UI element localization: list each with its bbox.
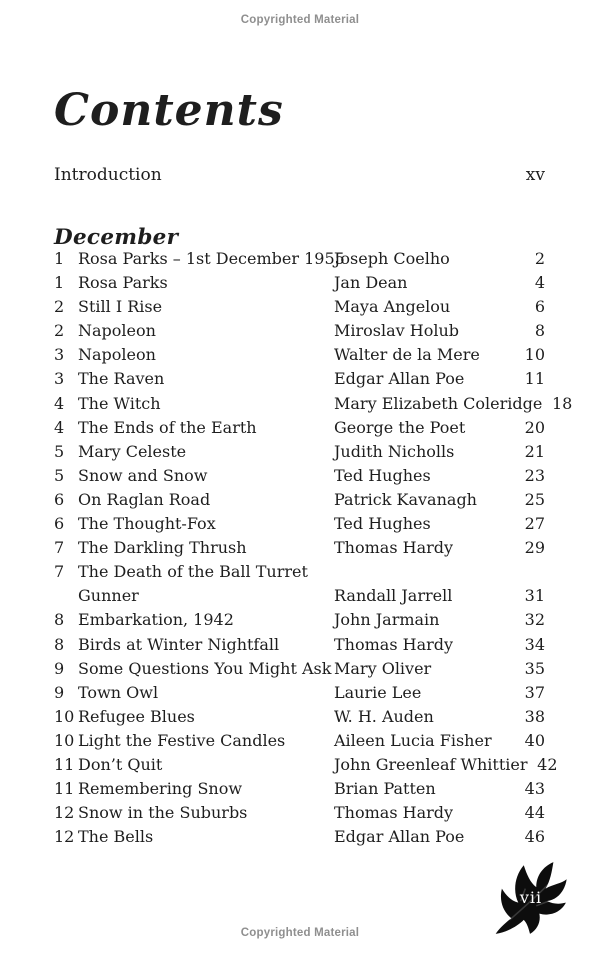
poem-title: Some Questions You Might Ask — [78, 658, 332, 678]
day-number: 8 — [54, 610, 65, 630]
page-number: 11 — [524, 369, 545, 389]
poem-title: The Raven — [78, 369, 165, 389]
poem-author: Miroslav Holub — [334, 321, 460, 341]
poem-author: Joseph Coelho — [334, 249, 450, 268]
day-number: 6 — [54, 514, 65, 534]
toc-row — [54, 319, 545, 343]
toc-row — [54, 367, 545, 391]
toc-row — [54, 681, 545, 705]
day-number: 11 — [54, 754, 75, 774]
poem-author: George the Poet — [334, 417, 466, 437]
page-number: 25 — [524, 489, 545, 509]
day-number: 11 — [54, 779, 75, 799]
page-number: 32 — [524, 610, 545, 630]
day-number: 6 — [54, 489, 65, 509]
poem-author: Aileen Lucia Fisher — [334, 730, 492, 750]
page-number: 43 — [524, 779, 545, 799]
page-number: 2 — [534, 249, 545, 268]
poem-author: Thomas Hardy — [334, 634, 454, 654]
poem-title: On Raglan Road — [78, 489, 211, 509]
day-number: 9 — [54, 658, 65, 678]
poem-author: John Jarmain — [334, 610, 440, 630]
page-number: 6 — [534, 297, 545, 317]
poem-title: Napoleon — [78, 345, 156, 365]
page-number: 21 — [524, 441, 545, 461]
toc-row — [54, 440, 545, 464]
poem-author: Thomas Hardy — [334, 803, 454, 823]
page-number: 46 — [524, 827, 545, 847]
toc-row — [54, 343, 545, 367]
poem-title: Refugee Blues — [78, 706, 195, 726]
poem-author: Randall Jarrell — [334, 586, 453, 606]
poem-author: Ted Hughes — [334, 465, 431, 485]
page-number: 40 — [524, 730, 545, 750]
toc-row — [54, 633, 545, 657]
day-number: 1 — [54, 273, 65, 293]
introduction-row — [54, 165, 545, 185]
toc-row — [54, 657, 545, 681]
poem-author: Patrick Kavanagh — [334, 489, 477, 509]
toc-row — [54, 392, 573, 416]
toc-row — [54, 271, 545, 295]
day-number: 8 — [54, 634, 65, 654]
day-number: 10 — [54, 706, 75, 726]
day-number — [54, 584, 78, 608]
poem-author: Jan Dean — [334, 273, 408, 293]
toc-row — [54, 295, 545, 319]
poem-title: The Ends of the Earth — [78, 417, 257, 437]
toc-row — [54, 777, 545, 801]
day-number: 4 — [54, 417, 65, 437]
poem-title: Rosa Parks — [78, 273, 168, 293]
poem-author: Brian Patten — [334, 779, 436, 799]
poem-title: The Death of the Ball Turret — [78, 562, 308, 582]
poem-title: The Thought-Fox — [78, 514, 216, 534]
page-number: 27 — [524, 514, 545, 534]
poem-author: Mary Oliver — [334, 658, 432, 678]
day-number: 2 — [54, 321, 65, 341]
toc-row — [54, 729, 545, 753]
section-heading-december: December — [54, 224, 179, 250]
poem-title: Napoleon — [78, 321, 156, 341]
page-number: 20 — [524, 417, 545, 437]
poem-author: Ted Hughes — [334, 514, 431, 534]
page-number: 18 — [551, 393, 573, 413]
poem-author: Edgar Allan Poe — [334, 827, 465, 847]
poem-title: Town Owl — [78, 682, 159, 702]
day-number: 4 — [54, 393, 65, 413]
poem-title: The Darkling Thrush — [78, 538, 247, 558]
poem-author: Walter de la Mere — [334, 345, 480, 365]
toc-row — [54, 536, 545, 560]
poem-author: Judith Nicholls — [334, 441, 455, 461]
poem-title: Light the Festive Candles — [78, 730, 286, 750]
page-number: 44 — [524, 803, 545, 823]
page-number: 8 — [534, 321, 545, 341]
poem-title: Mary Celeste — [78, 441, 187, 461]
poem-title: Snow and Snow — [78, 465, 208, 485]
toc-row — [54, 705, 545, 729]
day-number: 12 — [54, 827, 75, 847]
poem-author: Laurie Lee — [334, 682, 422, 702]
page-number: 10 — [524, 345, 545, 365]
poem-title: Rosa Parks – 1st December 1955 — [78, 249, 345, 268]
poem-title: The Witch — [78, 393, 161, 413]
toc-row — [54, 416, 545, 440]
poem-author: W. H. Auden — [334, 706, 434, 726]
poem-title: Remembering Snow — [78, 779, 243, 799]
page-number: 31 — [524, 586, 545, 606]
poem-title: Birds at Winter Nightfall — [78, 634, 280, 654]
day-number: 5 — [54, 441, 65, 461]
day-number: 10 — [54, 730, 75, 750]
page-title: Contents — [54, 85, 284, 137]
day-number: 1 — [54, 249, 65, 268]
introduction-page-number: xv — [525, 165, 545, 185]
copyright-watermark-bottom: Copyrighted Material — [240, 927, 360, 939]
poem-title: The Bells — [78, 827, 154, 847]
toc-row — [54, 560, 545, 584]
day-number: 3 — [54, 345, 65, 365]
page-number: 23 — [524, 465, 545, 485]
poem-title: Snow in the Suburbs — [78, 803, 248, 823]
day-number: 5 — [54, 465, 65, 485]
poem-author: Mary Elizabeth Coleridge — [334, 393, 543, 413]
toc-row — [54, 464, 545, 488]
toc-row — [54, 753, 558, 777]
page-number: 42 — [537, 754, 558, 774]
toc-row — [54, 801, 545, 825]
copyright-watermark-top: Copyrighted Material — [240, 14, 360, 26]
poem-title: Embarkation, 1942 — [78, 610, 234, 630]
folio-page-number: vii — [519, 888, 543, 907]
page-number: 34 — [524, 634, 545, 654]
toc-row — [54, 584, 545, 608]
toc-row — [54, 825, 545, 849]
toc-row — [54, 247, 545, 271]
day-number: 7 — [54, 562, 65, 582]
page-number: 29 — [524, 538, 545, 558]
page-number: 35 — [524, 658, 545, 678]
poem-author: Edgar Allan Poe — [334, 369, 465, 389]
toc-row — [54, 512, 545, 536]
poem-title: Still I Rise — [78, 297, 163, 317]
poem-title: Don’t Quit — [78, 754, 163, 774]
poem-author — [334, 560, 515, 584]
day-number: 12 — [54, 803, 75, 823]
page-number: 4 — [534, 273, 545, 293]
toc-rows — [54, 247, 573, 849]
page-number: 37 — [524, 682, 545, 702]
poem-author: Thomas Hardy — [334, 538, 454, 558]
poem-author: Maya Angelou — [334, 297, 451, 317]
poem-title: Gunner — [78, 586, 139, 606]
day-number: 2 — [54, 297, 65, 317]
day-number: 7 — [54, 538, 65, 558]
toc-row — [54, 488, 545, 512]
page-number — [515, 560, 545, 584]
page-number: 38 — [524, 706, 545, 726]
introduction-label: Introduction — [54, 165, 162, 185]
poem-author: John Greenleaf Whittier — [334, 754, 528, 774]
toc-row — [54, 608, 545, 632]
day-number: 9 — [54, 682, 65, 702]
day-number: 3 — [54, 369, 65, 389]
